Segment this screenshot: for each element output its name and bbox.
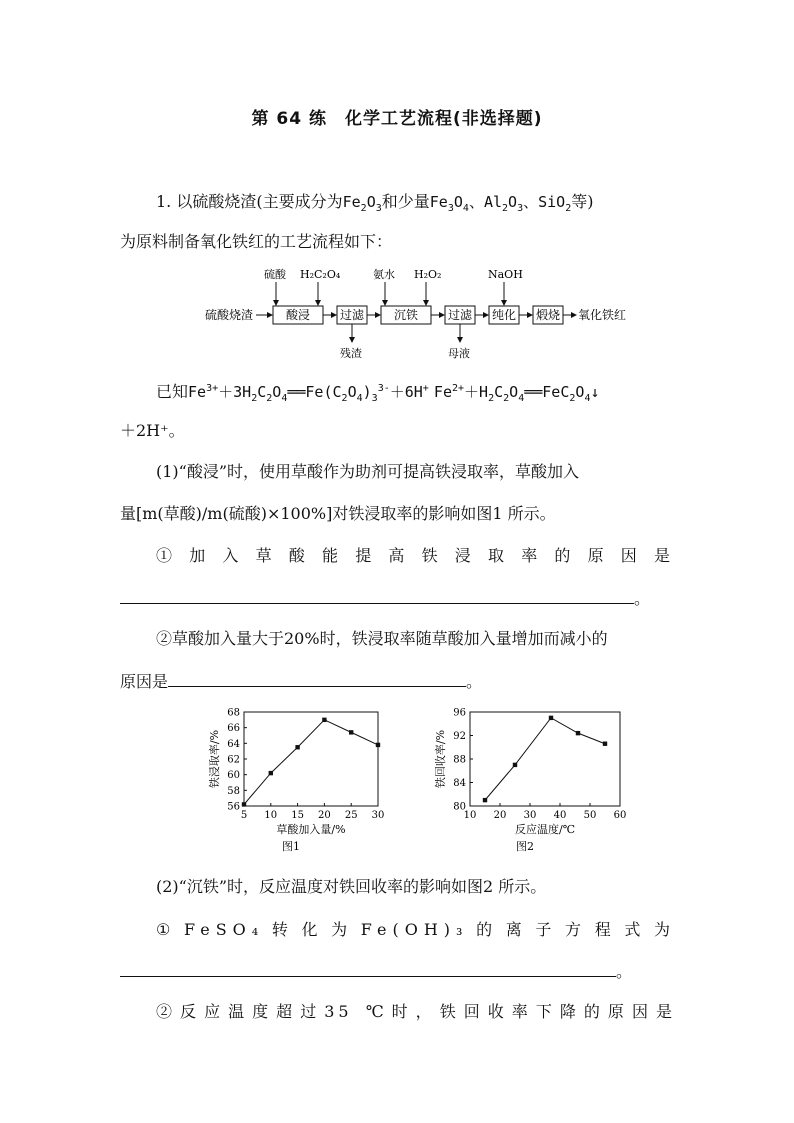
flow-box-filter-1: [337, 306, 367, 324]
x-tick-label: 30: [523, 810, 537, 821]
flow-box-precipitate-iron: [381, 306, 431, 324]
p1-q1-answer: 。: [120, 587, 676, 611]
flow-box-acid-leach: [273, 306, 323, 324]
p1-line1: (1)“酸浸”时，使用草酸作为助剂可提高铁浸取率，草酸加入: [156, 462, 580, 481]
flow-output-residue: 残渣: [340, 347, 362, 360]
flow-input-ammonia: 氨水: [373, 268, 395, 281]
y-tick-label: 60: [227, 770, 240, 782]
q1-intro-c: 等): [571, 192, 594, 211]
p2-line1: (2)“沉铁”时，反应温度对铁回收率的影响如图2 所示。: [156, 877, 547, 896]
known-equations: [156, 377, 676, 411]
svg-text:过滤: 过滤: [340, 308, 365, 322]
y-tick-label: 66: [227, 723, 240, 735]
flow-input-sulfuric-acid: 硫酸: [264, 268, 286, 281]
flow-box-filter-2: [445, 306, 475, 324]
x-tick-label: 50: [583, 810, 597, 821]
svg-text:煅烧: 煅烧: [536, 308, 561, 322]
y-tick-label: 56: [227, 801, 240, 813]
formula-fe2o3: $Fe_2O_3$: [342, 193, 382, 214]
figure-caption: 图1: [282, 840, 300, 853]
page-title: 第 64 练 化学工艺流程(非选择题): [251, 109, 543, 129]
flow-end: 氧化铁红: [578, 308, 627, 322]
flow-input-oxalic-acid: H₂C₂O₄: [300, 268, 341, 281]
y-tick-label: 62: [227, 754, 240, 766]
flow-output-mother-liquor: 母液: [448, 347, 470, 360]
p1-q1: ①加入草酸能提高铁浸取率的原因是: [156, 546, 676, 565]
flow-input-naoh: NaOH: [488, 268, 523, 281]
flow-start: 硫酸烧渣: [205, 308, 254, 322]
chart-fig2: [430, 700, 630, 862]
y-tick-label: 68: [227, 707, 240, 719]
data-point: [513, 763, 517, 767]
x-tick-label: 30: [371, 810, 385, 821]
data-point: [576, 731, 580, 735]
p1-q2-line2: 原因是 。: [120, 672, 483, 691]
q1-intro: [156, 190, 712, 221]
x-axis-label: 反应温度/℃: [514, 823, 576, 836]
p1-line2: 量[m(草酸)/m(硫酸)×100%]对铁浸取率的影响如图1 所示。: [120, 504, 556, 523]
svg-text:酸浸: 酸浸: [286, 308, 311, 322]
known-label: 已知: [156, 382, 189, 401]
series-line: [244, 720, 378, 805]
y-axis-label: 铁浸取率/%: [208, 729, 221, 789]
answer-blank[interactable]: [120, 589, 634, 604]
q1-intro-a: 以硫酸烧渣(主要成分为: [176, 192, 343, 211]
q1-intro-b: 和少量: [381, 192, 430, 211]
data-point: [349, 730, 353, 734]
equation-2: $Fe^{2+}+H_2C_2O_4══FeC_2O_4↓$: [433, 383, 600, 404]
plot-frame: [244, 712, 378, 806]
p2-q1-answer: 。: [120, 960, 676, 984]
flow-box-purify: [489, 306, 519, 324]
process-flow-diagram: [200, 262, 650, 362]
y-tick-label: 80: [453, 801, 466, 813]
data-point: [549, 716, 553, 720]
x-tick-label: 10: [463, 810, 477, 821]
y-tick-label: 88: [453, 754, 466, 766]
x-tick-label: 20: [493, 810, 507, 821]
p2-q2: ②反应温度超过35 ℃时，铁回收率下降的原因是: [156, 1002, 676, 1021]
x-tick-label: 40: [553, 810, 567, 821]
svg-text:纯化: 纯化: [492, 308, 517, 322]
data-point: [376, 743, 380, 747]
data-point: [242, 802, 246, 806]
x-tick-label: 20: [318, 810, 331, 821]
svg-text:过滤: 过滤: [448, 308, 473, 322]
q1-number: 1.: [156, 192, 172, 211]
x-tick-label: 10: [264, 810, 278, 821]
p1-q2-line1: ②草酸加入量大于20%时，铁浸取率随草酸加入量增加而减小的: [156, 629, 608, 648]
data-point: [295, 745, 299, 749]
data-point: [603, 742, 607, 746]
figure-caption: 图2: [516, 840, 534, 853]
known-tail: ＋2H⁺。: [120, 421, 185, 440]
x-tick-label: 25: [344, 810, 358, 821]
q1-intro-line2: 为原料制备氧化铁红的工艺流程如下：: [120, 232, 393, 251]
equation-1: $Fe^{3+}+3H_2C_2O_4══Fe(C_2O_4)_3^{3-}+6H^+$: [188, 383, 429, 404]
flow-input-h2o2: H₂O₂: [414, 268, 442, 281]
y-tick-label: 64: [227, 738, 240, 750]
x-tick-label: 15: [291, 810, 304, 821]
answer-blank[interactable]: [120, 962, 616, 977]
data-point: [322, 718, 326, 722]
y-tick-label: 58: [227, 785, 240, 797]
y-tick-label: 92: [453, 731, 466, 742]
flow-box-calcine: [533, 306, 563, 324]
chart-fig1: [200, 700, 390, 862]
y-tick-label: 84: [453, 778, 466, 789]
p2-q1: ①FeSO₄转化为Fe(OH)₃的离子方程式为: [156, 920, 676, 939]
y-tick-label: 96: [453, 707, 466, 719]
x-tick-label: 5: [240, 810, 248, 821]
x-axis-label: 草酸加入量/%: [276, 823, 346, 836]
answer-blank[interactable]: [168, 672, 466, 687]
svg-text:沉铁: 沉铁: [394, 308, 419, 322]
x-tick-label: 60: [613, 810, 627, 821]
data-point: [269, 771, 273, 775]
y-axis-label: 铁回收率/%: [434, 729, 447, 789]
series-line: [485, 718, 605, 800]
data-point: [483, 798, 487, 802]
formula-impurities: $Fe_3O_4$、$Al_2O_3$、SiO$_2$: [429, 193, 572, 214]
